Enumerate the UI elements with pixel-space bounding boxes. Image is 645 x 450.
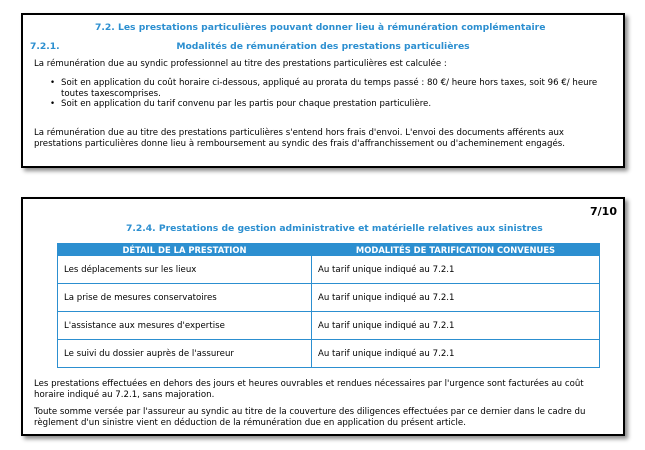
table-cell: Le suivi du dossier auprès de l'assureur <box>58 340 312 368</box>
section-title: 7.2.4. Prestations de gestion administrative et matérielle relatives aux sinistres <box>126 223 543 234</box>
column-header: DÉTAIL DE LA PRESTATION <box>58 244 312 256</box>
list-item: • Soit en application du tarif convenu par les partis pour chaque prestation particulière. <box>47 99 607 110</box>
sinistres-section-panel <box>21 197 625 436</box>
table-cell: L'assistance aux mesures d'expertise <box>58 312 312 340</box>
table-cell: Les déplacements sur les lieux <box>58 256 312 284</box>
table-cell: Au tarif unique indiqué au 7.2.1 <box>312 256 600 284</box>
closing-paragraph: La rémunération due au titre des prestations particulières s'entend hors frais d'envoi. L'envoi des documents afférents aux prestations particulières donne lieu à remboursement au syndic des frais d'affranchissement ou d'acheminement engagés. <box>34 128 565 149</box>
page-number: 7/10 <box>590 205 617 218</box>
urgency-paragraph: Les prestations effectuées en dehors des jours et heures ouvrables et rendues nécessaires par l'urgence sont facturées au coût horaire indiqué au 7.2.1, sans majoration. <box>34 379 584 400</box>
table-cell: Au tarif unique indiqué au 7.2.1 <box>312 340 600 368</box>
table-row <box>58 284 600 312</box>
remuneration-section-panel <box>21 13 625 168</box>
table-cell: Au tarif unique indiqué au 7.2.1 <box>312 284 600 312</box>
list-item: • Soit en application du coût horaire ci-dessous, appliqué au prorata du temps passé : 80 €/ heure hors taxes, soit 96 €/ heure toutes taxescomprises. <box>47 78 607 99</box>
table-header-row <box>58 244 600 256</box>
tariff-options-list <box>47 78 607 110</box>
tariff-table <box>57 243 600 368</box>
subsection-number: 7.2.1. <box>30 41 60 52</box>
table-cell: Au tarif unique indiqué au 7.2.1 <box>312 312 600 340</box>
table-row <box>58 340 600 368</box>
section-title: 7.2. Les prestations particulières pouvant donner lieu à rémunération complémentaire <box>95 22 546 33</box>
deduction-paragraph: Toute somme versée par l'assureur au syndic au titre de la couverture des diligences effectuées par ce dernier dans le cadre du règlement d'un sinistre vient en déduction de la rémunération due en application du présent article. <box>34 407 586 428</box>
column-header: MODALITÉS DE TARIFICATION CONVENUES <box>312 244 600 256</box>
subsection-title: Modalités de rémunération des prestations particulières <box>176 41 470 52</box>
table-row <box>58 312 600 340</box>
intro-text: La rémunération due au syndic professionnel au titre des prestations particulières est calculée : <box>34 59 447 69</box>
table-cell: La prise de mesures conservatoires <box>58 284 312 312</box>
table-row <box>58 256 600 284</box>
